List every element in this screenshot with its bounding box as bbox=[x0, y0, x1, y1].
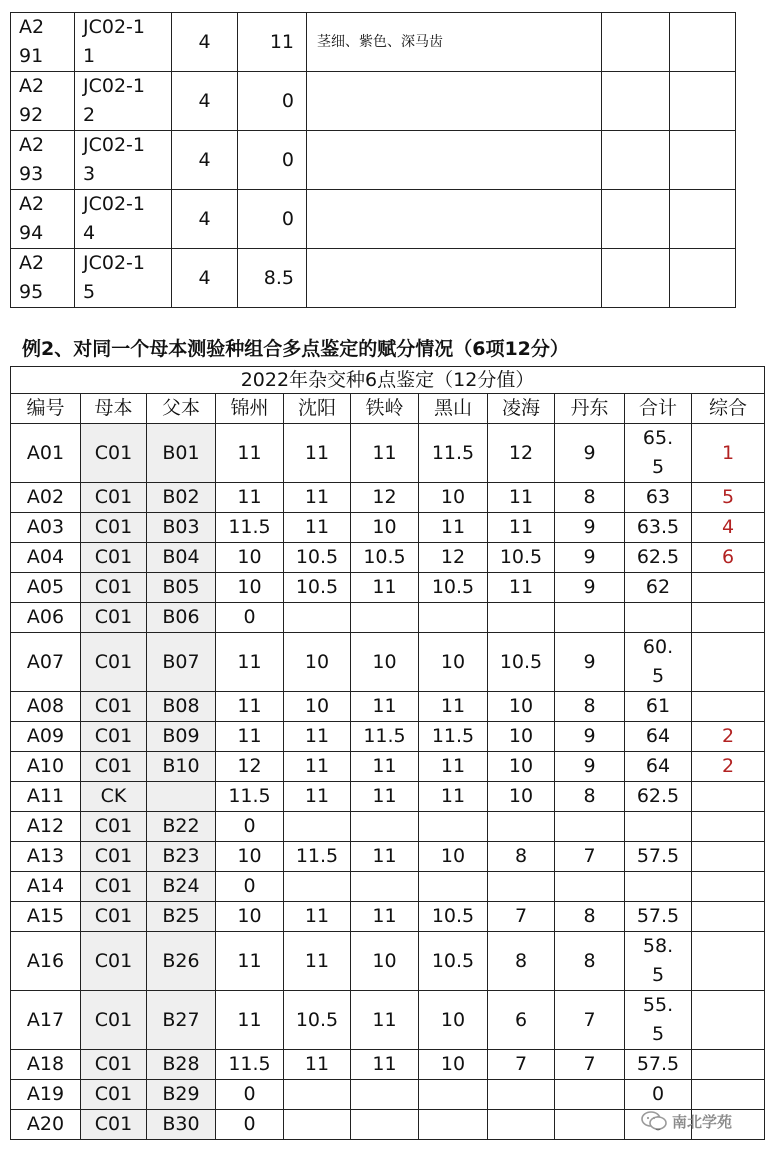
cell-shenyang: 11 bbox=[284, 1050, 351, 1080]
cell-total: 58. 5 bbox=[625, 932, 692, 991]
row-score: 0 bbox=[238, 131, 307, 190]
cell-jinzhou: 0 bbox=[216, 1110, 284, 1140]
cell-heishan: 10 bbox=[419, 633, 488, 692]
cell-jinzhou: 0 bbox=[216, 872, 284, 902]
cell-rank: 2 bbox=[692, 752, 765, 782]
cell-shenyang: 11 bbox=[284, 722, 351, 752]
cell-male: B01 bbox=[147, 424, 216, 483]
cell-female: C01 bbox=[81, 424, 147, 483]
row-note bbox=[307, 249, 602, 308]
cell-dandong: 9 bbox=[555, 752, 625, 782]
cell-tieling: 10 bbox=[351, 932, 419, 991]
row-note: 茎细、紫色、深马齿 bbox=[307, 13, 602, 72]
cell-male: B09 bbox=[147, 722, 216, 752]
row-note bbox=[307, 72, 602, 131]
column-header: 综合 bbox=[692, 394, 765, 424]
cell-rank: 6 bbox=[692, 543, 765, 573]
cell-rank bbox=[692, 872, 765, 902]
cell-linghai bbox=[488, 812, 555, 842]
table-row bbox=[11, 131, 736, 190]
cell-rank bbox=[692, 573, 765, 603]
cell-jinzhou: 12 bbox=[216, 752, 284, 782]
cell-id: A19 bbox=[11, 1080, 81, 1110]
cell-dandong: 9 bbox=[555, 513, 625, 543]
cell-tieling: 11 bbox=[351, 1050, 419, 1080]
cell-jinzhou: 11 bbox=[216, 991, 284, 1050]
row-count: 4 bbox=[172, 13, 238, 72]
cell-heishan: 11.5 bbox=[419, 424, 488, 483]
cell-rank bbox=[692, 1080, 765, 1110]
cell-linghai bbox=[488, 1080, 555, 1110]
cell-male: B07 bbox=[147, 633, 216, 692]
cell-jinzhou: 0 bbox=[216, 1080, 284, 1110]
cell-shenyang bbox=[284, 1080, 351, 1110]
top-table bbox=[10, 12, 736, 308]
cell-heishan: 11.5 bbox=[419, 722, 488, 752]
cell-shenyang: 11 bbox=[284, 932, 351, 991]
cell-id: A12 bbox=[11, 812, 81, 842]
cell-shenyang: 11 bbox=[284, 513, 351, 543]
cell-jinzhou: 11.5 bbox=[216, 1050, 284, 1080]
cell-heishan: 11 bbox=[419, 782, 488, 812]
cell-total: 61 bbox=[625, 692, 692, 722]
table-row bbox=[11, 1080, 765, 1110]
cell-heishan bbox=[419, 1110, 488, 1140]
cell-linghai bbox=[488, 1110, 555, 1140]
cell-male: B24 bbox=[147, 872, 216, 902]
cell-id: A18 bbox=[11, 1050, 81, 1080]
cell-id: A11 bbox=[11, 782, 81, 812]
cell-dandong: 9 bbox=[555, 633, 625, 692]
cell-tieling: 11 bbox=[351, 573, 419, 603]
cell-linghai: 10 bbox=[488, 782, 555, 812]
cell-male: B28 bbox=[147, 1050, 216, 1080]
cell-linghai bbox=[488, 872, 555, 902]
cell-dandong: 7 bbox=[555, 842, 625, 872]
cell-jinzhou: 11.5 bbox=[216, 782, 284, 812]
cell-rank bbox=[692, 812, 765, 842]
cell-total: 65. 5 bbox=[625, 424, 692, 483]
cell-heishan: 11 bbox=[419, 513, 488, 543]
row-id: A2 93 bbox=[11, 131, 75, 190]
cell-total bbox=[625, 603, 692, 633]
cell-female: C01 bbox=[81, 603, 147, 633]
table-title: 2022年杂交种6点鉴定（12分值） bbox=[11, 367, 765, 394]
table-row bbox=[11, 991, 765, 1050]
table-row bbox=[11, 1050, 765, 1080]
header-row bbox=[11, 394, 765, 424]
cell-rank bbox=[692, 902, 765, 932]
column-header: 父本 bbox=[147, 394, 216, 424]
cell-dandong: 8 bbox=[555, 782, 625, 812]
row-empty bbox=[670, 190, 736, 249]
cell-tieling bbox=[351, 603, 419, 633]
cell-id: A14 bbox=[11, 872, 81, 902]
cell-shenyang: 10 bbox=[284, 633, 351, 692]
cell-rank: 1 bbox=[692, 424, 765, 483]
cell-total: 62.5 bbox=[625, 782, 692, 812]
cell-shenyang: 11 bbox=[284, 902, 351, 932]
cell-total: 55. 5 bbox=[625, 991, 692, 1050]
row-empty bbox=[602, 72, 670, 131]
cell-shenyang bbox=[284, 603, 351, 633]
cell-id: A15 bbox=[11, 902, 81, 932]
cell-female: C01 bbox=[81, 1080, 147, 1110]
table-row bbox=[11, 842, 765, 872]
cell-male: B25 bbox=[147, 902, 216, 932]
cell-rank bbox=[692, 633, 765, 692]
cell-total: 64 bbox=[625, 752, 692, 782]
cell-total: 57.5 bbox=[625, 1050, 692, 1080]
row-count: 4 bbox=[172, 131, 238, 190]
cell-shenyang: 10.5 bbox=[284, 543, 351, 573]
cell-female: CK bbox=[81, 782, 147, 812]
cell-male: B03 bbox=[147, 513, 216, 543]
cell-linghai: 7 bbox=[488, 902, 555, 932]
cell-female: C01 bbox=[81, 991, 147, 1050]
cell-heishan: 10 bbox=[419, 483, 488, 513]
cell-female: C01 bbox=[81, 573, 147, 603]
cell-rank bbox=[692, 932, 765, 991]
row-empty bbox=[602, 249, 670, 308]
row-score: 0 bbox=[238, 190, 307, 249]
table-row bbox=[11, 872, 765, 902]
row-code: JC02-1 1 bbox=[75, 13, 172, 72]
cell-id: A03 bbox=[11, 513, 81, 543]
cell-rank bbox=[692, 603, 765, 633]
cell-female: C01 bbox=[81, 872, 147, 902]
cell-heishan: 10.5 bbox=[419, 573, 488, 603]
cell-total bbox=[625, 872, 692, 902]
cell-id: A17 bbox=[11, 991, 81, 1050]
cell-female: C01 bbox=[81, 1050, 147, 1080]
cell-id: A06 bbox=[11, 603, 81, 633]
cell-heishan bbox=[419, 1080, 488, 1110]
wechat-icon bbox=[640, 1110, 668, 1132]
cell-id: A09 bbox=[11, 722, 81, 752]
table-row bbox=[11, 932, 765, 991]
row-count: 4 bbox=[172, 190, 238, 249]
column-header: 母本 bbox=[81, 394, 147, 424]
cell-male: B04 bbox=[147, 543, 216, 573]
cell-jinzhou: 10 bbox=[216, 573, 284, 603]
cell-tieling: 12 bbox=[351, 483, 419, 513]
cell-id: A20 bbox=[11, 1110, 81, 1140]
table-row bbox=[11, 782, 765, 812]
cell-linghai: 8 bbox=[488, 842, 555, 872]
cell-total: 57.5 bbox=[625, 842, 692, 872]
column-header: 铁岭 bbox=[351, 394, 419, 424]
cell-male: B27 bbox=[147, 991, 216, 1050]
cell-jinzhou: 0 bbox=[216, 603, 284, 633]
cell-shenyang: 10.5 bbox=[284, 991, 351, 1050]
cell-id: A05 bbox=[11, 573, 81, 603]
cell-heishan: 11 bbox=[419, 692, 488, 722]
row-id: A2 92 bbox=[11, 72, 75, 131]
cell-tieling: 11 bbox=[351, 991, 419, 1050]
multi-site-score-table bbox=[10, 366, 765, 1140]
cell-total bbox=[625, 812, 692, 842]
cell-male: B26 bbox=[147, 932, 216, 991]
cell-heishan: 11 bbox=[419, 752, 488, 782]
cell-tieling: 10 bbox=[351, 513, 419, 543]
cell-female: C01 bbox=[81, 692, 147, 722]
cell-shenyang: 11.5 bbox=[284, 842, 351, 872]
cell-jinzhou: 11 bbox=[216, 722, 284, 752]
cell-female: C01 bbox=[81, 1110, 147, 1140]
table-row bbox=[11, 812, 765, 842]
cell-heishan: 10 bbox=[419, 1050, 488, 1080]
cell-male: B05 bbox=[147, 573, 216, 603]
example-heading: 例2、对同一个母本测验种组合多点鉴定的赋分情况（6项12分） bbox=[22, 338, 569, 360]
row-empty bbox=[602, 13, 670, 72]
cell-dandong: 8 bbox=[555, 932, 625, 991]
cell-tieling: 10 bbox=[351, 633, 419, 692]
table-row bbox=[11, 902, 765, 932]
cell-female: C01 bbox=[81, 932, 147, 991]
row-empty bbox=[670, 72, 736, 131]
row-empty bbox=[602, 131, 670, 190]
cell-dandong: 9 bbox=[555, 573, 625, 603]
cell-tieling: 11 bbox=[351, 752, 419, 782]
cell-linghai: 8 bbox=[488, 932, 555, 991]
row-score: 0 bbox=[238, 72, 307, 131]
cell-jinzhou: 0 bbox=[216, 812, 284, 842]
cell-id: A01 bbox=[11, 424, 81, 483]
cell-linghai: 10 bbox=[488, 722, 555, 752]
cell-heishan: 10.5 bbox=[419, 902, 488, 932]
table-row bbox=[11, 633, 765, 692]
table-row bbox=[11, 752, 765, 782]
cell-total: 63 bbox=[625, 483, 692, 513]
cell-total: 62 bbox=[625, 573, 692, 603]
column-header: 锦州 bbox=[216, 394, 284, 424]
row-count: 4 bbox=[172, 249, 238, 308]
table-row bbox=[11, 249, 736, 308]
cell-jinzhou: 11 bbox=[216, 633, 284, 692]
watermark-text: 南北学苑 bbox=[672, 1112, 733, 1131]
cell-tieling bbox=[351, 872, 419, 902]
cell-dandong: 7 bbox=[555, 1050, 625, 1080]
cell-shenyang: 11 bbox=[284, 483, 351, 513]
cell-female: C01 bbox=[81, 902, 147, 932]
cell-rank bbox=[692, 782, 765, 812]
cell-dandong: 9 bbox=[555, 424, 625, 483]
column-header: 沈阳 bbox=[284, 394, 351, 424]
row-code: JC02-1 3 bbox=[75, 131, 172, 190]
cell-shenyang: 11 bbox=[284, 424, 351, 483]
cell-id: A04 bbox=[11, 543, 81, 573]
cell-id: A07 bbox=[11, 633, 81, 692]
cell-jinzhou: 11 bbox=[216, 483, 284, 513]
row-note bbox=[307, 190, 602, 249]
cell-jinzhou: 10 bbox=[216, 543, 284, 573]
cell-total: 57.5 bbox=[625, 902, 692, 932]
cell-dandong: 8 bbox=[555, 483, 625, 513]
cell-female: C01 bbox=[81, 633, 147, 692]
cell-linghai: 11 bbox=[488, 483, 555, 513]
cell-total: 63.5 bbox=[625, 513, 692, 543]
cell-dandong bbox=[555, 812, 625, 842]
table-row bbox=[11, 722, 765, 752]
cell-dandong bbox=[555, 1080, 625, 1110]
cell-tieling bbox=[351, 1110, 419, 1140]
cell-dandong bbox=[555, 872, 625, 902]
row-score: 8.5 bbox=[238, 249, 307, 308]
row-empty bbox=[602, 190, 670, 249]
cell-heishan bbox=[419, 603, 488, 633]
cell-tieling bbox=[351, 1080, 419, 1110]
row-id: A2 94 bbox=[11, 190, 75, 249]
cell-total: 62.5 bbox=[625, 543, 692, 573]
column-header: 丹东 bbox=[555, 394, 625, 424]
cell-total: 64 bbox=[625, 722, 692, 752]
cell-male: B02 bbox=[147, 483, 216, 513]
cell-linghai: 10 bbox=[488, 752, 555, 782]
cell-female: C01 bbox=[81, 543, 147, 573]
cell-tieling bbox=[351, 812, 419, 842]
cell-male: B10 bbox=[147, 752, 216, 782]
row-code: JC02-1 2 bbox=[75, 72, 172, 131]
table-row bbox=[11, 692, 765, 722]
column-header: 合计 bbox=[625, 394, 692, 424]
cell-rank: 5 bbox=[692, 483, 765, 513]
cell-rank: 2 bbox=[692, 722, 765, 752]
cell-dandong bbox=[555, 1110, 625, 1140]
cell-female: C01 bbox=[81, 722, 147, 752]
row-score: 11 bbox=[238, 13, 307, 72]
table-row bbox=[11, 513, 765, 543]
cell-id: A08 bbox=[11, 692, 81, 722]
cell-jinzhou: 10 bbox=[216, 842, 284, 872]
cell-male: B30 bbox=[147, 1110, 216, 1140]
cell-dandong bbox=[555, 603, 625, 633]
column-header: 编号 bbox=[11, 394, 81, 424]
row-code: JC02-1 4 bbox=[75, 190, 172, 249]
cell-rank bbox=[692, 1050, 765, 1080]
cell-heishan bbox=[419, 872, 488, 902]
cell-rank: 4 bbox=[692, 513, 765, 543]
cell-linghai: 7 bbox=[488, 1050, 555, 1080]
table-row bbox=[11, 483, 765, 513]
table-row bbox=[11, 190, 736, 249]
cell-linghai: 10 bbox=[488, 692, 555, 722]
row-empty bbox=[670, 13, 736, 72]
cell-male: B29 bbox=[147, 1080, 216, 1110]
cell-heishan: 10.5 bbox=[419, 932, 488, 991]
cell-heishan: 10 bbox=[419, 991, 488, 1050]
cell-male: B23 bbox=[147, 842, 216, 872]
cell-dandong: 9 bbox=[555, 543, 625, 573]
cell-id: A16 bbox=[11, 932, 81, 991]
table-row bbox=[11, 72, 736, 131]
cell-id: A13 bbox=[11, 842, 81, 872]
cell-id: A02 bbox=[11, 483, 81, 513]
cell-shenyang: 10.5 bbox=[284, 573, 351, 603]
cell-female: C01 bbox=[81, 812, 147, 842]
row-id: A2 91 bbox=[11, 13, 75, 72]
table-row bbox=[11, 603, 765, 633]
cell-heishan: 12 bbox=[419, 543, 488, 573]
cell-female: C01 bbox=[81, 483, 147, 513]
cell-dandong: 8 bbox=[555, 902, 625, 932]
cell-male: B06 bbox=[147, 603, 216, 633]
cell-female: C01 bbox=[81, 513, 147, 543]
cell-heishan bbox=[419, 812, 488, 842]
column-header: 凌海 bbox=[488, 394, 555, 424]
table-row bbox=[11, 543, 765, 573]
cell-tieling: 11.5 bbox=[351, 722, 419, 752]
table-row bbox=[11, 573, 765, 603]
table-row bbox=[11, 424, 765, 483]
cell-male: B08 bbox=[147, 692, 216, 722]
row-count: 4 bbox=[172, 72, 238, 131]
cell-dandong: 7 bbox=[555, 991, 625, 1050]
cell-male: B22 bbox=[147, 812, 216, 842]
cell-female: C01 bbox=[81, 842, 147, 872]
cell-id: A10 bbox=[11, 752, 81, 782]
cell-linghai: 6 bbox=[488, 991, 555, 1050]
cell-dandong: 9 bbox=[555, 722, 625, 752]
cell-heishan: 10 bbox=[419, 842, 488, 872]
row-code: JC02-1 5 bbox=[75, 249, 172, 308]
cell-jinzhou: 11 bbox=[216, 424, 284, 483]
cell-rank bbox=[692, 991, 765, 1050]
column-header: 黑山 bbox=[419, 394, 488, 424]
cell-total: 0 bbox=[625, 1080, 692, 1110]
cell-tieling: 11 bbox=[351, 842, 419, 872]
cell-linghai: 12 bbox=[488, 424, 555, 483]
cell-tieling: 10.5 bbox=[351, 543, 419, 573]
cell-jinzhou: 11.5 bbox=[216, 513, 284, 543]
row-empty bbox=[670, 131, 736, 190]
cell-linghai: 11 bbox=[488, 513, 555, 543]
cell-rank bbox=[692, 842, 765, 872]
cell-shenyang bbox=[284, 812, 351, 842]
row-id: A2 95 bbox=[11, 249, 75, 308]
cell-linghai bbox=[488, 603, 555, 633]
cell-tieling: 11 bbox=[351, 692, 419, 722]
row-note bbox=[307, 131, 602, 190]
cell-jinzhou: 11 bbox=[216, 932, 284, 991]
cell-dandong: 8 bbox=[555, 692, 625, 722]
cell-shenyang: 11 bbox=[284, 752, 351, 782]
cell-tieling: 11 bbox=[351, 902, 419, 932]
table-row bbox=[11, 13, 736, 72]
cell-linghai: 10.5 bbox=[488, 633, 555, 692]
cell-linghai: 11 bbox=[488, 573, 555, 603]
cell-jinzhou: 11 bbox=[216, 692, 284, 722]
cell-total: 60. 5 bbox=[625, 633, 692, 692]
watermark bbox=[640, 1106, 732, 1136]
cell-female: C01 bbox=[81, 752, 147, 782]
row-empty bbox=[670, 249, 736, 308]
cell-tieling: 11 bbox=[351, 782, 419, 812]
cell-shenyang bbox=[284, 872, 351, 902]
cell-shenyang: 11 bbox=[284, 782, 351, 812]
cell-male bbox=[147, 782, 216, 812]
cell-shenyang: 10 bbox=[284, 692, 351, 722]
cell-linghai: 10.5 bbox=[488, 543, 555, 573]
cell-tieling: 11 bbox=[351, 424, 419, 483]
cell-shenyang bbox=[284, 1110, 351, 1140]
cell-jinzhou: 10 bbox=[216, 902, 284, 932]
cell-rank bbox=[692, 692, 765, 722]
